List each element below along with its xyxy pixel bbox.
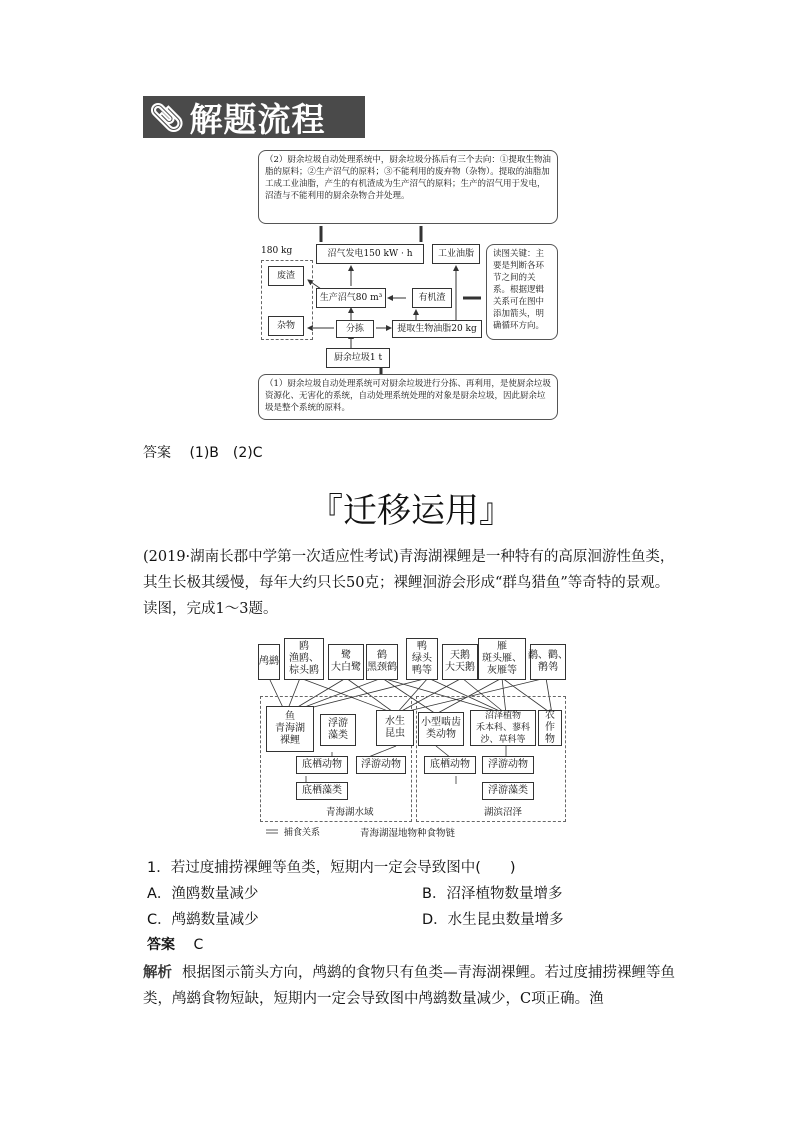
- option-a: A．渔鸥数量减少: [147, 886, 259, 902]
- biogas-power-box: 沼气发电150 kW · h: [316, 244, 424, 264]
- answer-line-2: [147, 934, 203, 954]
- section-banner: [143, 96, 365, 138]
- section-title: 『迁移运用』: [309, 491, 513, 531]
- legend-label: 捕食关系: [284, 828, 321, 838]
- flowchart-figure: [256, 148, 566, 424]
- answer-line-1: [143, 442, 263, 462]
- bird-sandpiper: 鹬、鹳、 鹡鸰: [530, 644, 566, 680]
- industrial-oil-box: 工业油脂: [432, 244, 480, 264]
- marsh-plants: 沼泽植物 禾本科、蓼科 沙、草科等: [470, 710, 536, 746]
- zooplankton-right: 浮游动物: [482, 756, 534, 774]
- fish-naked-carp: 鱼 青海湖 裸鲤: [266, 706, 314, 752]
- analysis-paragraph: [143, 960, 683, 1012]
- analysis-label: 解析: [143, 964, 172, 981]
- bird-duck: 鸭 绿头 鸭等: [406, 638, 438, 680]
- figure-caption: 青海湖湿地物种食物链: [360, 828, 456, 839]
- bird-goose: 雁 斑头雁、 灰雁等: [478, 638, 526, 680]
- extract-oil-box: 提取生物油脂20 kg: [392, 320, 482, 338]
- bird-egret: 鹭 大白鹭: [328, 644, 364, 680]
- benthic-algae-left: 底栖藻类: [296, 782, 348, 800]
- waste-residue-box: 废渣: [268, 266, 304, 286]
- banner-title: 解题流程: [189, 99, 326, 139]
- bird-swan: 天鹅 大天鹅: [442, 644, 478, 680]
- option-b: B．沼泽植物数量增多: [422, 886, 563, 902]
- plankton-algae-right: 浮游藻类: [482, 782, 534, 800]
- answer-label-2: 答案: [147, 937, 175, 953]
- kitchen-waste-box: 厨余垃圾1 t: [326, 348, 390, 368]
- side-note: 读图关键：主要是判断各环节之间的关系。根据逻辑关系可在图中添加箭头，明确循环方向。: [486, 244, 558, 340]
- answer-value-2: C: [193, 937, 204, 953]
- bottom-note: （1）厨余垃圾自动处理系统可对厨余垃圾进行分拣、再利用，是使厨余垃圾资源化、无害化的系统，自动处理系统处理的对象是厨余垃圾，因此厨余垃圾是整个系统的原料。: [258, 374, 558, 420]
- crops: 农 作 物: [538, 710, 562, 746]
- answer-value: (1)B (2)C: [189, 445, 263, 461]
- option-d: D．水生昆虫数量增多: [422, 912, 564, 928]
- aquatic-insects: 水生 昆虫: [376, 710, 414, 746]
- question-stem: 1．若过度捕捞裸鲤等鱼类，短期内一定会导致图中( ): [147, 860, 516, 876]
- sorting-box: 分拣: [336, 320, 374, 338]
- benthic-animals-left: 底栖动物: [296, 756, 348, 774]
- produce-biogas-box: 生产沼气80 m³: [316, 288, 386, 308]
- paperclip-icon: 📎︎: [149, 100, 186, 134]
- region-left-label: 青海湖水域: [326, 807, 374, 818]
- zooplankton-left: 浮游动物: [356, 756, 406, 774]
- small-rodents: 小型啮齿 类动物: [418, 712, 464, 746]
- option-c: C．鸬鹚数量减少: [147, 912, 259, 928]
- bird-gull: 鸥 渔鸥、 棕头鸥: [284, 638, 324, 680]
- analysis-text: 根据图示箭头方向，鸬鹚的食物只有鱼类—青海湖裸鲤。若过度捕捞裸鲤等鱼类，鸬鹚食物短缺，短期内一定会导致图中鸬鹚数量减少，C项正确。渔: [143, 965, 675, 1007]
- mass-180-label: 180 kg: [261, 246, 293, 256]
- bird-crane: 鹤 黑颈鹤: [366, 644, 398, 680]
- intro-paragraph: (2019·湖南长郡中学第一次适应性考试)青海湖裸鲤是一种特有的高原洄游性鱼类，其生长极其缓慢，每年大约只长50克；裸鲤洄游会形成“群鸟猎鱼”等奇特的景观。读图，完成1～3题。: [143, 549, 675, 617]
- answer-label: 答案: [143, 445, 171, 461]
- bird-cormorant: 鸬鹚: [258, 644, 280, 680]
- foodweb-figure: [256, 634, 568, 844]
- organic-residue-box: 有机渣: [412, 288, 452, 308]
- sundries-box: 杂物: [268, 316, 304, 336]
- plankton-algae-left: 浮游 藻类: [320, 714, 356, 746]
- region-right-label: 湖滨沼泽: [484, 807, 523, 818]
- top-note: （2）厨余垃圾自动处理系统中，厨余垃圾分拣后有三个去向：①提取生物油脂的原料；②生产沼气的原料；③不能利用的废弃物（杂物）。提取的油脂加工成工业油脂，产生的有机渣成为生产沼气的原料；生产的沼气用于发电，沼渣与不能利用的厨余杂物合并处理。: [258, 150, 558, 224]
- benthic-animals-right: 底栖动物: [424, 756, 476, 774]
